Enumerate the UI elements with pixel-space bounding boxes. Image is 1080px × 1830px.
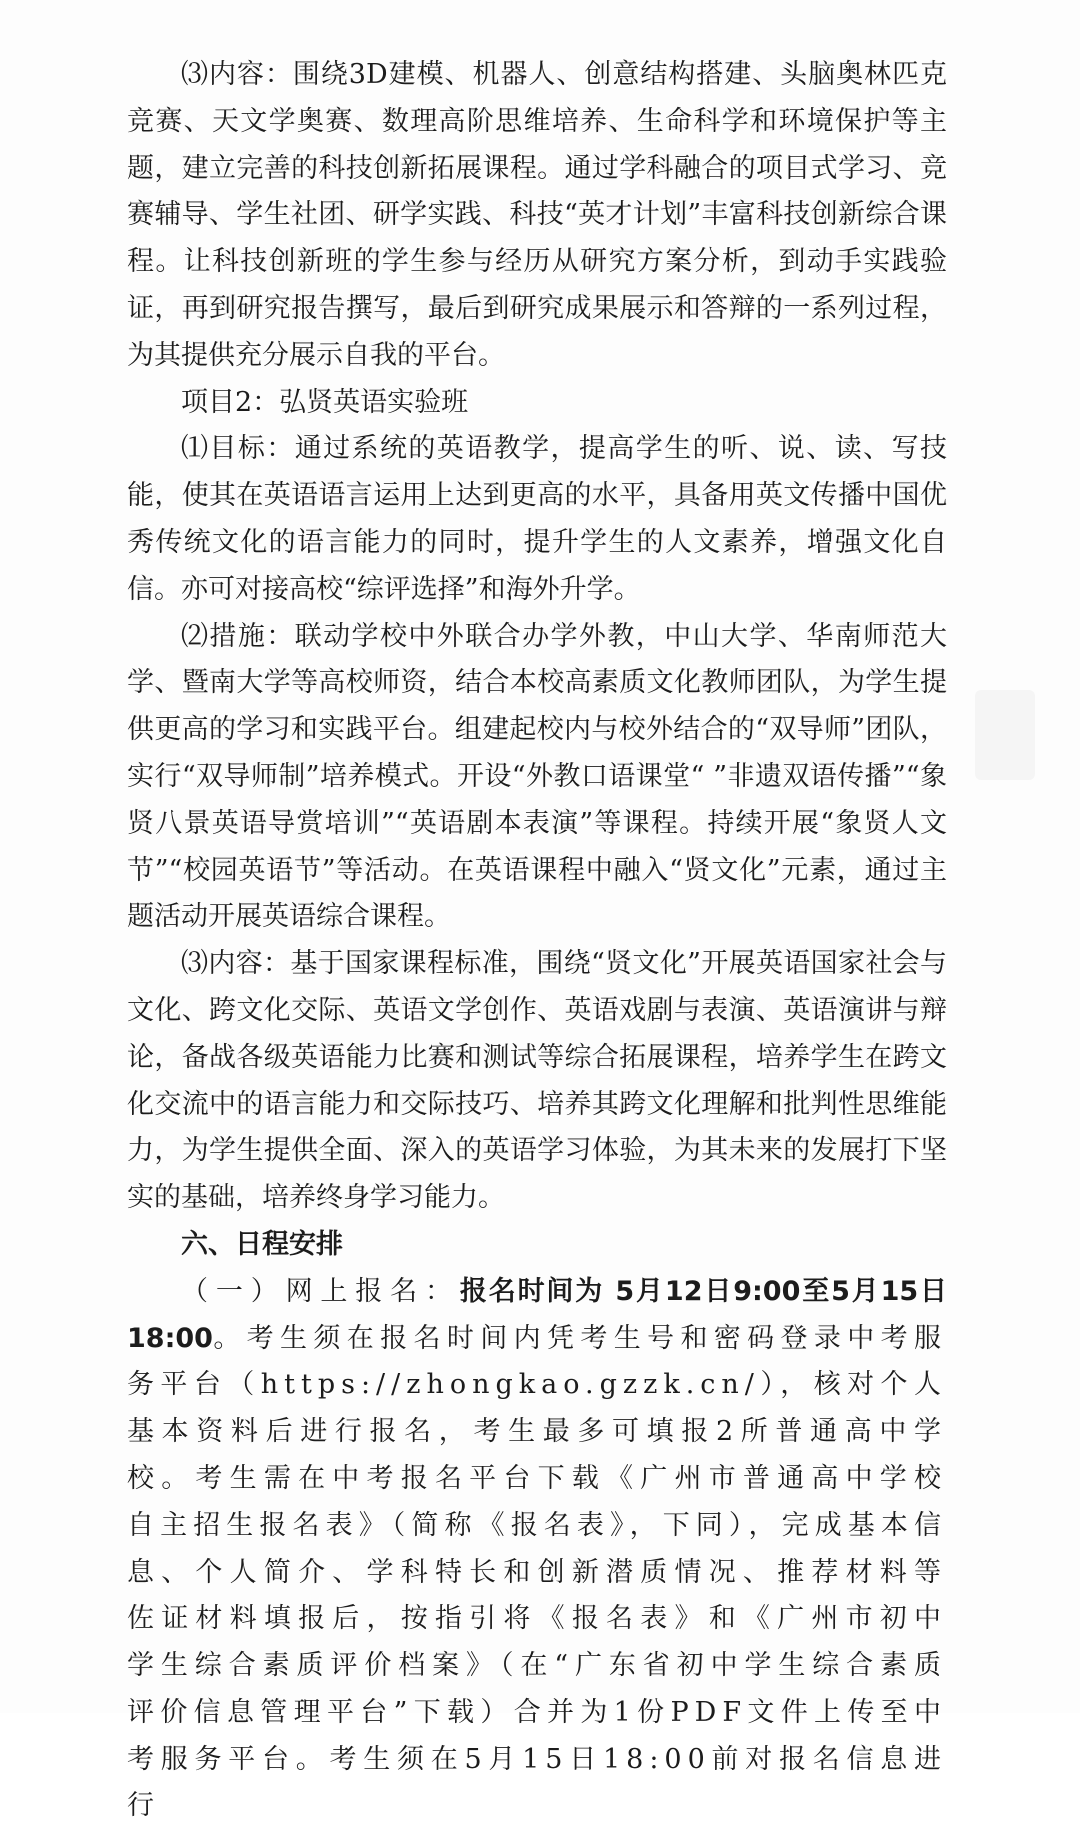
registration-prefix: （一）网上报名：	[181, 1275, 460, 1307]
registration-time-emphasis: 报名时间为 5月12日9:00至5月15日18:00	[127, 1275, 947, 1354]
project-2-title: 项目2：弘贤英语实验班	[181, 386, 469, 418]
paragraph-measures-2: ⑵措施：联动学校中外联合办学外教，中山大学、华南师范大学、暨南大学等高校师资，结合本校高素质文化教师团队，为学生提供更高的学习和实践平台。组建起校内与校外结合的“双导师”团队，实行“双导师制”培养模式。开设“外教口语课堂“ ”非遗双语传播”“象贤八景英语导赏培训”“英语剧本表演”等课程。持续开展“象贤人文节”“校园英语节”等活动。在英语课程中融入“贤文化”元素，通过主题活动开展英语综合课程。	[127, 620, 947, 933]
paragraph-content-3-english: ⑶内容：基于国家课程标准，围绕“贤文化”开展英语国家社会与文化、跨文化交际、英语文学创作、英语戏剧与表演、英语演讲与辩论，备战各级英语能力比赛和测试等综合拓展课程，培养学生在跨文化交流中的语言能力和交际技巧、培养其跨文化理解和批判性思维能力，为学生提供全面、深入的英语学习体验，为其未来的发展打下坚实的基础，培养终身学习能力。	[127, 948, 947, 1214]
registration-details: 。考生须在报名时间内凭考生号和密码登录中考服务平台（https://zhongkao.gzzk.cn/），核对个人基本资料后进行报名，考生最多可填报2所普通高中学校。考生需在中考报名平台下载《广州市普通高中学校自主招生报名表》（简称《报名表》，下同），完成基本信息、个人简介、学科特长和创新潜质情况、推荐材料等佐证材料填报后，按指引将《报名表》和《广州市初中学生综合素质评价档案》（在“广东省初中学生综合素质评价信息管理平台”下载）合并为1份PDF文件上传至中考服务平台。考生须在5月15日18:00前对报名信息进行	[127, 1322, 947, 1822]
paragraph-content-3-tech: ⑶内容：围绕3D建模、机器人、创意结构搭建、头脑奥林匹克竞赛、天文学奥赛、数理高阶思维培养、生命科学和环境保护等主题，建立完善的科技创新拓展课程。通过学科融合的项目式学习、竞赛辅导、学生社团、研学实践、科技“英才计划”丰富科技创新综合课程。让科技创新班的学生参与经历从研究方案分析，到动手实践验证，再到研究报告撰写，最后到研究成果展示和答辩的一系列过程，为其提供充分展示自我的平台。	[127, 59, 947, 371]
paragraph-goal-1: ⑴目标：通过系统的英语教学，提高学生的听、说、读、写技能，使其在英语语言运用上达到更高的水平，具备用英文传播中国优秀传统文化的语言能力的同时，提升学生的人文素养，增强文化自信。亦可对接高校“综评选择”和海外升学。	[127, 433, 947, 605]
scan-glare	[975, 690, 1035, 780]
document-body	[127, 52, 947, 1830]
paragraph-online-registration	[127, 1269, 947, 1830]
section-heading-schedule: 六、日程安排	[181, 1228, 343, 1260]
